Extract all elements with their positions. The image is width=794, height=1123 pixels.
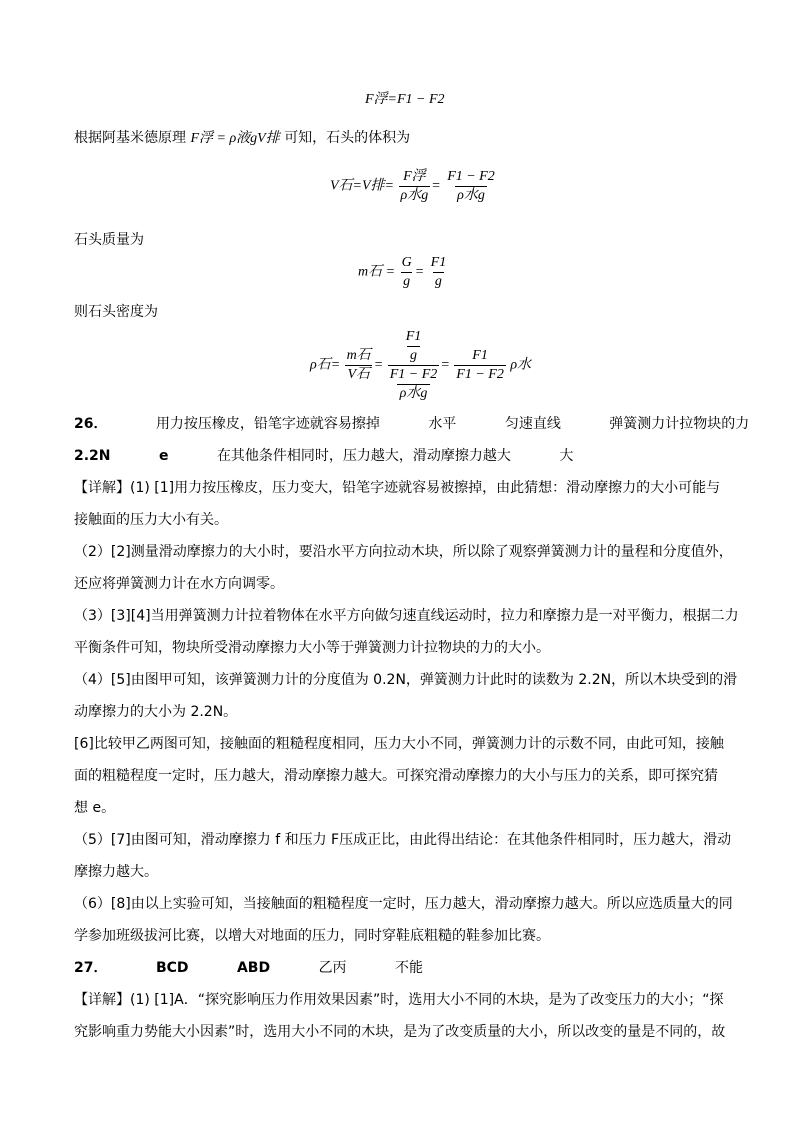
- q27-answer-4: 不能: [395, 960, 424, 976]
- denominator: g: [403, 274, 411, 289]
- fraction-density-3: [454, 347, 506, 384]
- mass-text: 石头质量为: [74, 232, 144, 248]
- detail-6-line-1: [6]比较甲乙两图可知，接触面的粗糙程度相同，压力大小不同，弹簧测力计的示数不同，由此可知，接触: [74, 736, 724, 752]
- detail-6-line-2: 面的粗糙程度一定时，压力越大，滑动摩擦力越大。可探究滑动摩擦力的大小与压力的关系，即可探究猜: [74, 768, 718, 784]
- detail-7-line-2: 学参加班级拔河比赛，以增大对地面的压力，同时穿鞋底粗糙的鞋参加比赛。: [74, 928, 550, 944]
- q26-answer-4: 弹簧测力计拉物块的力: [609, 416, 750, 432]
- detail-6-line-3: 想 e。: [74, 800, 116, 816]
- numerator: m石: [346, 348, 371, 363]
- q27-answer-1: BCD: [155, 960, 189, 976]
- density-text: 则石头密度为: [74, 304, 158, 320]
- q26-answer-6: e: [158, 448, 169, 464]
- formula-mass: m石 = $\frac{G}{g}$ = $\frac{F1}{g}$: [358, 255, 447, 289]
- q27-answer-2: ABD: [236, 960, 271, 976]
- denominator: F1 − F2: [456, 367, 504, 382]
- numerator: F1 − F2: [447, 169, 495, 184]
- inner-num: F1: [405, 329, 422, 344]
- formula-density-lhs: ρ石=: [310, 357, 341, 373]
- formula-density-tail: ρ水: [510, 357, 532, 373]
- detail-1-line-2: 接触面的压力大小有关。: [74, 512, 228, 528]
- detail-7-line-1: （6）[8]由以上实验可知，当接触面的粗糙程度一定时，压力越大，滑动摩擦力越大。所以应选质量大的同: [74, 896, 733, 912]
- archimedes-line: [74, 128, 724, 149]
- archimedes-text: 根据阿基米德原理: [74, 130, 186, 146]
- numerator: F浮: [403, 169, 426, 184]
- fraction-mass-1: [400, 254, 414, 291]
- numerator: F1: [430, 255, 447, 270]
- formula-volume: V石=V排= $\frac{\text{F浮}}{\text{ρ水g}}$ = $\frac{F1 - F2}{\text{ρ水g}}$: [330, 169, 495, 203]
- q27-number: 27．: [74, 960, 108, 976]
- q26-answer-8: 大: [559, 448, 574, 464]
- q27-answer-3: 乙丙: [318, 960, 347, 976]
- q26-number: 26．: [74, 416, 108, 432]
- detail-3-line-2: 平衡条件可知，物块所受滑动摩擦力大小等于弹簧测力计拉物块的力的大小。: [74, 640, 550, 656]
- fraction-mass-2: [429, 254, 449, 291]
- detail-4-line-2: 动摩擦力的大小为 2.2N。: [74, 704, 238, 720]
- fraction-density-1: [345, 347, 373, 384]
- detail-3-line-1: （3）[3][4]当用弹簧测力计拉着物体在水平方向做匀速直线运动时，拉力和摩擦力是一对平衡力，根据二力: [74, 608, 739, 624]
- detail-5-line-2: 摩擦力越大。: [74, 864, 158, 880]
- fraction-density-compound: [388, 328, 440, 403]
- detail-1-line-1: 【详解】(1) [1]用力按压橡皮，压力变大，铅笔字迹就容易被擦掉，由此猜想：滑动摩擦力的大小可能与: [74, 480, 721, 496]
- formula-density: ρ石= $\frac{\text{m石}}{\text{V石}}$ = $\frac{F1}{g}$ F1 − F2 ρ水g = $\frac{F1}{F1 - F2}$ ρ水: [310, 329, 532, 401]
- inner-den: ρ水g: [397, 384, 431, 403]
- compound-denominator: [388, 365, 440, 403]
- q27-detail-line-1: 【详解】(1) [1]A．“探究影响压力作用效果因素”时，选用大小不同的木块，是为了改变压力的大小；“探: [74, 992, 724, 1008]
- numerator: F1: [472, 348, 488, 363]
- q26-answer-1: 用力按压橡皮，铅笔字迹就容易擦掉: [155, 416, 380, 432]
- denominator: ρ水g: [400, 188, 429, 203]
- formula-buoyancy: F浮=F1 − F2: [365, 92, 445, 107]
- denominator: V石: [347, 367, 371, 382]
- fraction-volume-1: [399, 168, 431, 205]
- detail-2-line-1: （2）[2]测量滑动摩擦力的大小时，要沿水平方向拉动木块，所以除了观察弹簧测力计的量程和分度值外，: [74, 544, 733, 560]
- q26-answer-2: 水平: [428, 416, 457, 432]
- archimedes-formula: F浮 = ρ液gV排: [190, 131, 280, 146]
- detail-4-line-1: （4）[5]由图甲可知，该弹簧测力计的分度值为 0.2N，弹簧测力计此时的读数为 2.2N，所以木块受到的滑: [74, 672, 738, 688]
- fraction-volume-2: [445, 168, 497, 205]
- denominator: ρ水g: [457, 188, 485, 203]
- q26-answer-5: 2.2N: [74, 448, 111, 464]
- detail-2-line-2: 还应将弹簧测力计在水方向调零。: [74, 576, 284, 592]
- q26-answer-line-2: [74, 446, 724, 466]
- archimedes-tail: 可知，石头的体积为: [284, 130, 411, 146]
- compound-numerator: [404, 328, 424, 365]
- detail-5-line-1: （5）[7]由图可知，滑动摩擦力 f 和压力 F压成正比，由此得出结论：在其他条件相同时，压力越大，滑动: [74, 832, 732, 848]
- q27-detail-line-2: 究影响重力势能大小因素”时，选用大小不同的木块，是为了改变质量的大小，所以改变的量是不同的，故: [74, 1024, 726, 1040]
- q26-answer-7: 在其他条件相同时，压力越大，滑动摩擦力越大: [216, 448, 511, 464]
- q26-answer-line-1: [74, 414, 750, 434]
- inner-den: g: [407, 346, 420, 365]
- denominator: g: [434, 274, 442, 289]
- q27-answer-line: [74, 958, 724, 978]
- formula-mass-lhs: m石 =: [358, 264, 396, 280]
- q26-answer-3: 匀速直线: [504, 416, 561, 432]
- formula-volume-lhs: V石=V排=: [330, 178, 394, 194]
- numerator: G: [401, 255, 412, 270]
- inner-num: F1 − F2: [389, 367, 438, 382]
